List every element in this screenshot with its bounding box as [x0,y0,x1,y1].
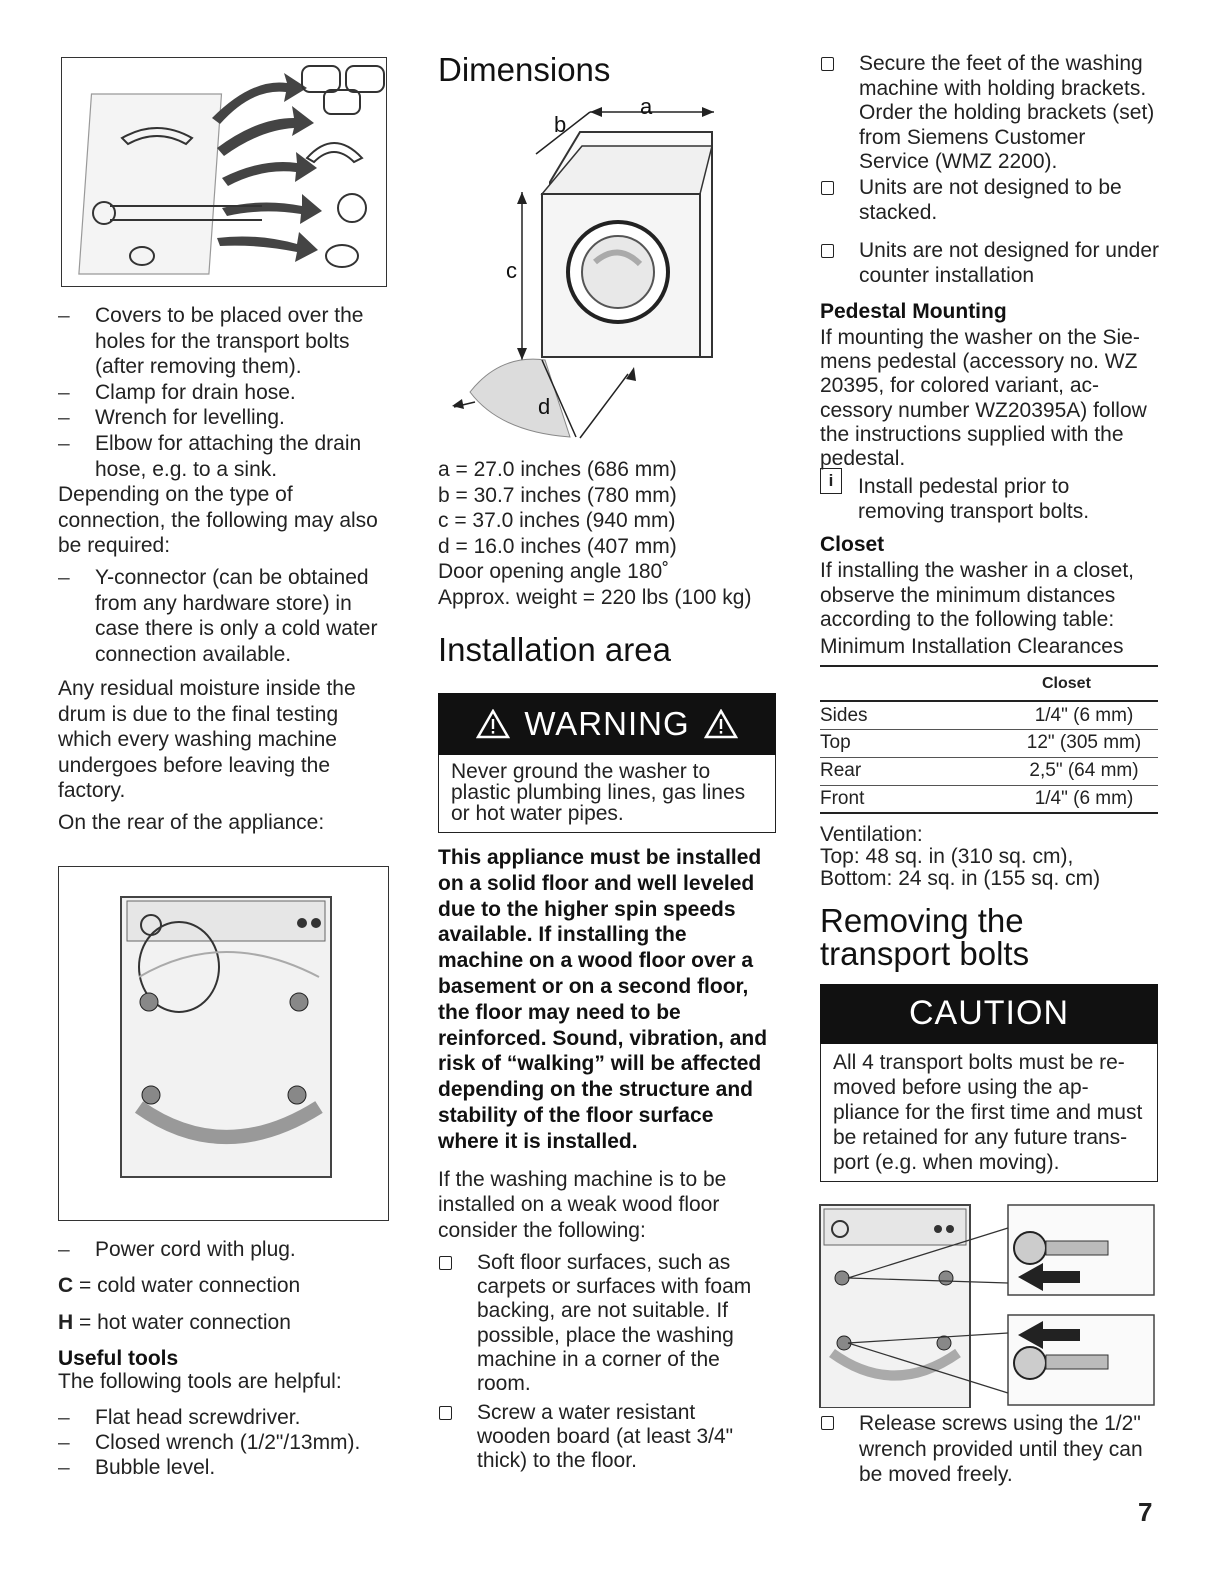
checkbox-icon [439,1256,452,1270]
warning-triangle-icon [476,709,510,739]
page-number: 7 [1138,1497,1153,1527]
warning-header [438,693,776,755]
tools-intro: The following tools are helpful: [58,1370,342,1393]
list-item: – Bubble level. [58,1455,393,1481]
dimensions-list [438,457,778,610]
checkbox-icon [821,181,834,195]
caution-header [820,984,1158,1044]
bolt-removal-figure [818,1203,1158,1408]
warning-text: Never ground the washer to plastic plumbing lines, gas lines or hot water pipes. [451,760,746,825]
rear-illustration [59,867,389,1221]
weak-floor-list [438,1251,768,1474]
list-item: – Covers to be placed over the holes for the transport bolts (after removing them). [58,303,378,380]
checklist-item [438,1251,768,1401]
list-item: a = 27.0 inches (686 mm) [438,458,677,481]
caution-body [820,1044,1158,1182]
tools-heading: Useful tools [58,1347,179,1370]
removing-bolts-heading: Removing the transport bolts [820,902,1030,972]
moisture-note: Any residual moisture inside the drum is due to the final testing which every washing machine undergoes before leaving the factory. [58,677,356,802]
table-row [820,757,1158,785]
list-item: – Closed wrench (1/2"/13mm). [58,1430,393,1455]
accessories-illustration [62,58,387,287]
pedestal-note-text: Install pedestal prior to removing transport bolts. [858,475,1090,523]
hot-text: = hot water connection [79,1311,291,1334]
list-item: – Y-connector (can be obtained from any hardware store) in case there is only a cold water connection available. [58,565,388,667]
list-item: Approx. weight = 220 lbs (100 kg) [438,585,752,609]
rear-label: On the rear of the appliance: [58,811,325,834]
cold-key: C [58,1274,74,1297]
pedestal-text: If mounting the washer on the Sie-mens pedestal (accessory no. WZ 20395, for colored variant, ac-cessory number WZ20395A) follow the instructions supplied with the pedestal. [820,326,1147,471]
checklist-text: Units are not designed for under counter installation [859,239,1160,287]
list-item: b = 30.7 inches (780 mm) [438,483,677,507]
list-item: – Flat head screwdriver. [58,1405,393,1430]
floor-warning-paragraph: This appliance must be installed on a solid floor and well leveled due to the higher spin speeds available. If installing the machine on a wood floor over a basement or on a second floor, the floor may need to be reinforced. Sound, vibration, and risk of “walking” will be affected depending on the structure and stability of the floor surface where it is installed. [438,846,768,1153]
checklist-item [820,1411,1160,1488]
caution-title: CAUTION [909,994,1069,1033]
table-cell-label: Rear [820,757,1010,785]
checkbox-icon [821,1416,834,1430]
warning-body [438,755,776,833]
table-cell-value: 1/4" (6 mm) [1010,785,1158,813]
checklist-item [438,1401,768,1474]
installation-area-heading: Installation area [438,631,671,668]
pedestal-heading: Pedestal Mounting [820,300,1007,323]
checklist-text: Release screws using the 1/2" wrench provided until they can be moved freely. [859,1412,1143,1486]
checklist-text: Screw a water resistant wooden board (at least 3/4" thick) to the floor. [477,1401,734,1473]
info-icon: i [820,468,842,494]
list-item: – Wrench for levelling. [58,405,378,431]
dim-label-a: a [640,94,653,119]
dimensions-heading: Dimensions [438,51,611,88]
list-item: – Elbow for attaching the drain hose, e.g. to a sink. [58,431,378,482]
accessories-figure [61,57,387,287]
checklist-text: Units are not designed to be stacked. [859,176,1122,224]
connection-intro: Depending on the type of connection, the following may also be required: [58,483,378,557]
checklist-item [820,52,1160,176]
pedestal-note [820,471,1165,532]
table-cell-label: Top [820,729,1010,757]
list-item: – Power cord with plug. [58,1237,393,1273]
list-item: c = 37.0 inches (940 mm) [438,509,676,532]
caution-box [820,984,1158,1182]
table-caption: Minimum Installation Clearances [820,635,1124,658]
warning-title: WARNING [524,705,690,743]
requirements-list [820,52,1160,299]
table-cell-label: Sides [820,701,1010,729]
rear-appliance-figure [58,866,389,1221]
clearance-table [820,665,1158,700]
tools-list [58,1405,393,1481]
warning-triangle-icon [704,709,738,739]
ventilation-line: Bottom: 24 sq. in (155 sq. cm) [820,867,1101,890]
checkbox-icon [821,244,834,258]
parts-list [58,303,378,482]
table-cell-value: 12" (305 mm) [1010,729,1158,757]
checklist-text: Soft floor surfaces, such as carpets or surfaces with foam backing, are not suitable. If possible, place the washing machine in a corner of the room. [477,1251,752,1396]
ventilation-line: Ventilation: [820,823,923,846]
hot-key: H [58,1311,74,1334]
table-column-header: Closet [820,666,1158,700]
dim-label-b: b [554,112,567,137]
table-cell-value: 1/4" (6 mm) [1010,701,1158,729]
closet-text: If installing the washer in a closet, observe the minimum distances according to the following table: [820,559,1134,631]
cold-water-line [58,1273,393,1310]
warning-box [438,693,776,833]
dim-label-d: d [538,394,551,419]
checklist-item [820,176,1160,239]
list-item: d = 16.0 inches (407 mm) [438,534,677,558]
closet-heading: Closet [820,533,885,556]
ventilation-line: Top: 48 sq. in (310 sq. cm), [820,845,1074,868]
hot-water-line [58,1310,393,1346]
dimensions-figure [450,92,750,452]
clearance-table-body [820,700,1158,814]
ventilation-block [820,824,1165,890]
checkbox-icon [821,57,834,71]
table-row [820,785,1158,813]
weak-floor-intro: If the washing machine is to be installed on a weak wood floor consider the following: [438,1167,727,1242]
list-item: Door opening angle 180˚ [438,560,670,583]
caution-text: All 4 transport bolts must be re-moved before using the ap-pliance for the first time and must be retained for any future trans-port (e.g. when moving). [833,1051,1143,1174]
cold-text: = cold water connection [79,1274,301,1297]
bolt-removal-illustration [818,1203,1158,1408]
list-item: – Clamp for drain hose. [58,380,378,405]
table-row [820,701,1158,729]
dim-label-c: c [506,258,517,283]
table-cell-value: 2,5" (64 mm) [1010,757,1158,785]
checklist-item [820,239,1160,299]
dimensions-illustration [450,92,750,452]
table-cell-label: Front [820,785,1010,813]
checkbox-icon [439,1406,452,1420]
checklist-text: Secure the feet of the washing machine with holding brackets. Order the holding brackets (set) from Siemens Customer Service (WMZ 2200). [859,52,1155,173]
table-row [820,729,1158,757]
